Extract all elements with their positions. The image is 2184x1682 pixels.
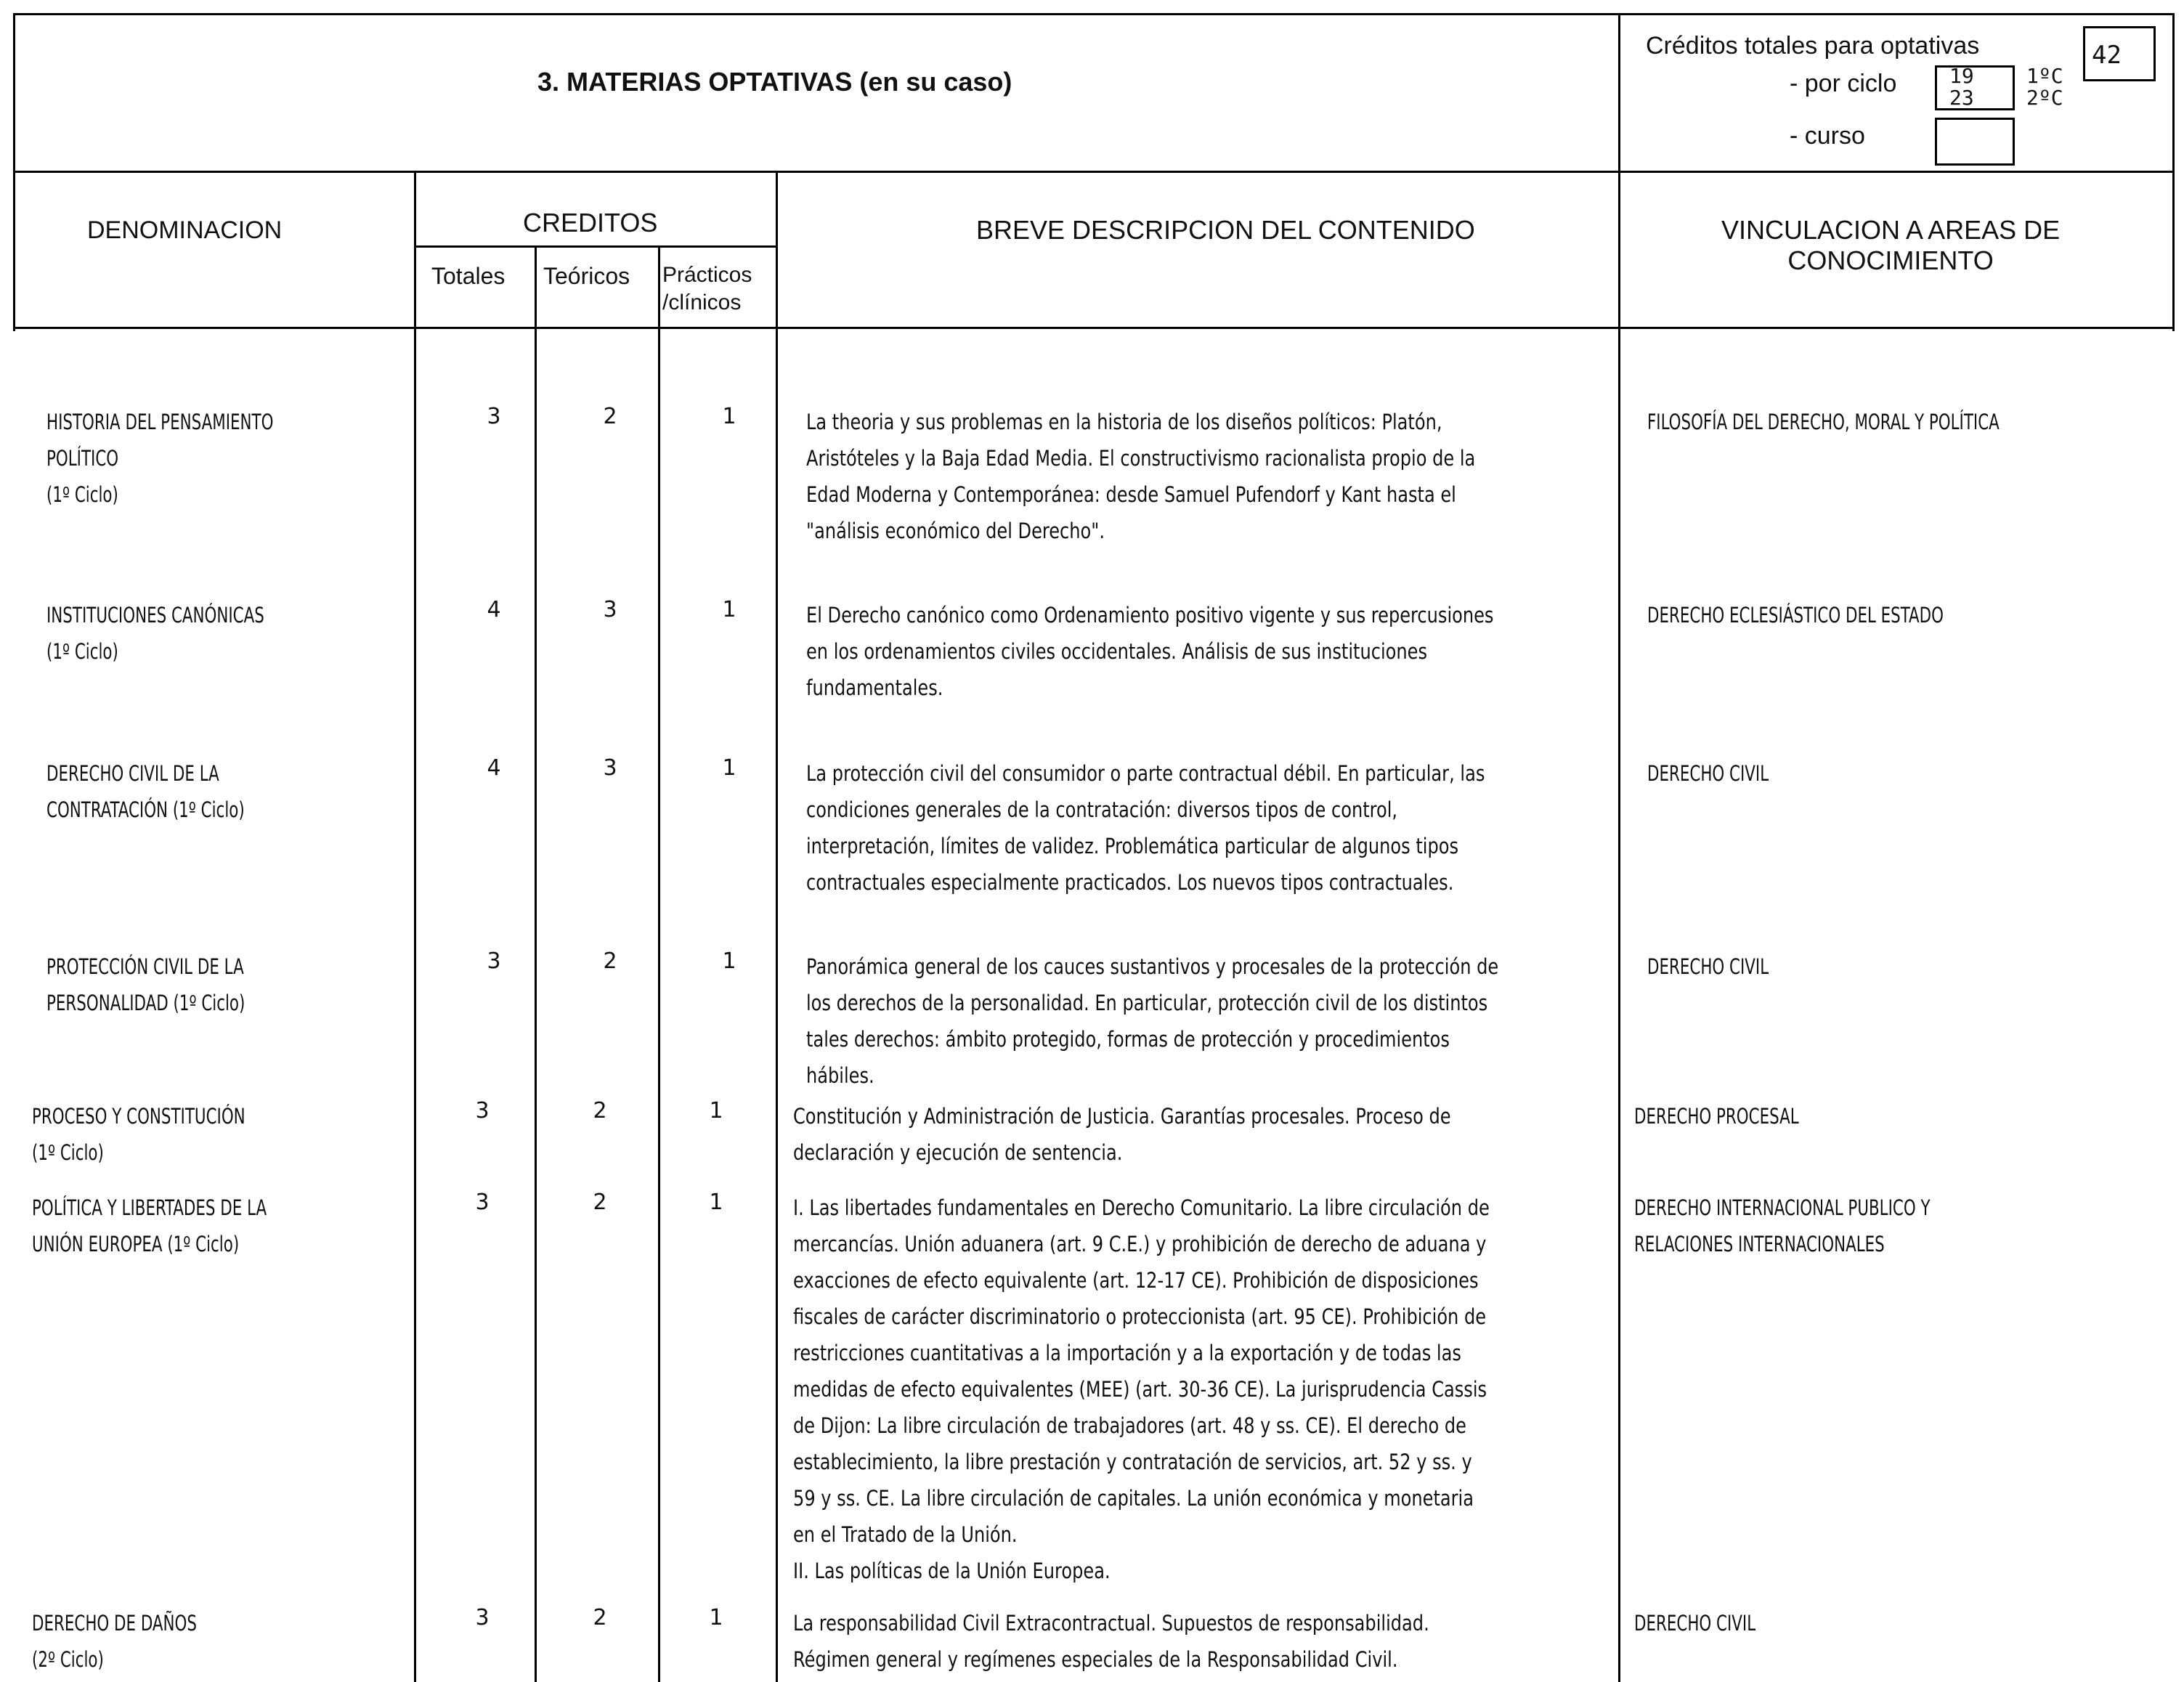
- row-1-totales: 3: [487, 404, 501, 429]
- row-3-totales: 4: [487, 755, 501, 781]
- header-divider: [1618, 13, 1620, 1682]
- column-practicos: Prácticos /clínicos: [662, 263, 752, 314]
- row-1-description: La theoria y sus problemas en la historia de los diseños políticos: Platón, Aristóteles y la Baja Edad Media. El constructivismo racionalista propio de la Edad Moderna y Contemporánea: desde Samuel Pufendorf y Kant hasta el "análisis económico del Derecho".: [806, 410, 1476, 543]
- col-line-denominacion-body: [414, 327, 416, 1682]
- row-7-totales: 3: [475, 1605, 490, 1630]
- row-4-teoricos: 2: [603, 948, 617, 974]
- ciclo-value-2: 23: [1949, 86, 1974, 110]
- column-descripcion: BREVE DESCRIPCION DEL CONTENIDO: [976, 215, 1475, 245]
- col-line-denominacion: [414, 171, 416, 327]
- row-6-name: POLÍTICA Y LIBERTADES DE LA UNIÓN EUROPEA (1º Ciclo): [32, 1195, 267, 1256]
- row-4-name: PROTECCIÓN CIVIL DE LA PERSONALIDAD (1º Ciclo): [46, 954, 245, 1015]
- row-3-description: La protección civil del consumidor o parte contractual débil. En particular, las condiciones generales de la contratación: diversos tipos de control, interpretación, límites de validez. Problemática particular de algunos tipos contractuales especialmente practicados. Los nuevos tipos contractuales.: [806, 761, 1485, 895]
- curso-box: [1935, 118, 2015, 166]
- row-5-practicos: 1: [709, 1098, 723, 1124]
- row-1-teoricos: 2: [603, 404, 617, 429]
- creditos-subheader-line: [414, 245, 777, 248]
- row-2-teoricos: 3: [603, 597, 617, 622]
- row-6-description: I. Las libertades fundamentales en Derecho Comunitario. La libre circulación de mercancías. Unión aduanera (art. 9 C.E.) y prohibición de derecho de aduana y exacciones de efecto equivalente (art. 12-17 CE). Prohibición de disposiciones fiscales de carácter discriminatorio o proteccionista (art. 95 CE). Prohibición de restricciones cuantitativas a la importación y a la exportación y de todas las medidas de efecto equivalentes (MEE) (art. 30-36 CE). La jurisprudencia Cassis de Dijon: La libre circulación de trabajadores (art. 48 y ss. CE). El derecho de establecimiento, la libre prestación y contratación de servicios, art. 52 y ss. y 59 y ss. CE. La libre circulación de capitales. La unión económica y monetaria en el Tratado de la Unión. II. Las políticas de la Unión Europea.: [793, 1195, 1490, 1583]
- column-teoricos: Teóricos: [543, 263, 630, 289]
- row-4-area: DERECHO CIVIL: [1647, 954, 1769, 979]
- credits-label: Créditos totales para optativas: [1646, 32, 1980, 60]
- column-header-bottom-line: [13, 327, 2175, 329]
- row-3-name: DERECHO CIVIL DE LA CONTRATACIÓN (1º Ciclo): [46, 761, 245, 822]
- row-6-practicos: 1: [709, 1190, 723, 1215]
- col-line-totales: [535, 245, 537, 1682]
- ciclo-value-1: 19: [1949, 64, 1974, 88]
- outer-right-line: [2172, 13, 2175, 331]
- row-4-description: Panorámica general de los cauces sustantivos y procesales de la protección de los derechos de la personalidad. En particular, protección civil de los distintos tales derechos: ámbito protegido, formas de protección y procedimientos hábiles.: [806, 954, 1499, 1088]
- ciclo-name-1: 1ºC: [2026, 64, 2063, 88]
- ciclo-name-2: 2ºC: [2026, 86, 2063, 110]
- row-5-totales: 3: [475, 1098, 490, 1124]
- row-2-description: El Derecho canónico como Ordenamiento positivo vigente y sus repercusiones en los ordenamientos civiles occidentales. Análisis de sus instituciones fundamentales.: [806, 603, 1494, 700]
- row-6-totales: 3: [475, 1190, 490, 1215]
- column-vinculacion: VINCULACION A AREAS DE CONOCIMIENTO: [1721, 215, 2061, 275]
- col-line-creditos-end: [776, 171, 778, 1682]
- row-4-totales: 3: [487, 948, 501, 974]
- row-5-name: PROCESO Y CONSTITUCIÓN (1º Ciclo): [32, 1104, 245, 1165]
- row-7-description: La responsabilidad Civil Extracontractual. Supuestos de responsabilidad. Régimen general y regímenes especiales de la Responsabilidad Civil.: [793, 1611, 1429, 1672]
- row-2-name: INSTITUCIONES CANÓNICAS (1º Ciclo): [46, 603, 264, 664]
- row-7-practicos: 1: [709, 1605, 723, 1630]
- column-creditos: CREDITOS: [523, 208, 658, 237]
- row-6-area: DERECHO INTERNACIONAL PUBLICO Y RELACIONES INTERNACIONALES: [1634, 1195, 1931, 1256]
- ciclo-box: [1935, 65, 2015, 110]
- row-3-practicos: 1: [722, 755, 736, 781]
- row-6-teoricos: 2: [593, 1190, 607, 1215]
- column-denominacion: DENOMINACION: [87, 216, 283, 244]
- page-title: 3. MATERIAS OPTATIVAS (en su caso): [537, 67, 1012, 97]
- row-5-area: DERECHO PROCESAL: [1634, 1104, 1799, 1129]
- row-2-practicos: 1: [722, 597, 736, 622]
- col-line-teoricos: [658, 245, 660, 1682]
- row-7-teoricos: 2: [593, 1605, 607, 1630]
- curso-label: - curso: [1790, 122, 1865, 150]
- por-ciclo-label: - por ciclo: [1790, 70, 1897, 97]
- row-4-practicos: 1: [722, 948, 736, 974]
- row-2-area: DERECHO ECLESIÁSTICO DEL ESTADO: [1647, 603, 1944, 627]
- row-3-area: DERECHO CIVIL: [1647, 761, 1769, 786]
- row-5-teoricos: 2: [593, 1098, 607, 1124]
- row-1-name: HISTORIA DEL PENSAMIENTO POLÍTICO (1º Ciclo): [46, 410, 274, 507]
- row-1-area: FILOSOFÍA DEL DERECHO, MORAL Y POLÍTICA: [1647, 410, 2000, 434]
- row-3-teoricos: 3: [603, 755, 617, 781]
- row-7-area: DERECHO CIVIL: [1634, 1611, 1756, 1636]
- row-5-description: Constitución y Administración de Justicia. Garantías procesales. Proceso de declaración y ejecución de sentencia.: [793, 1104, 1451, 1165]
- row-7-name: DERECHO DE DAÑOS (2º Ciclo): [32, 1611, 197, 1672]
- outer-left-line: [13, 13, 15, 331]
- row-2-totales: 4: [487, 597, 501, 622]
- credits-total-value: 42: [2092, 41, 2122, 70]
- row-1-practicos: 1: [722, 404, 736, 429]
- column-totales: Totales: [431, 263, 506, 289]
